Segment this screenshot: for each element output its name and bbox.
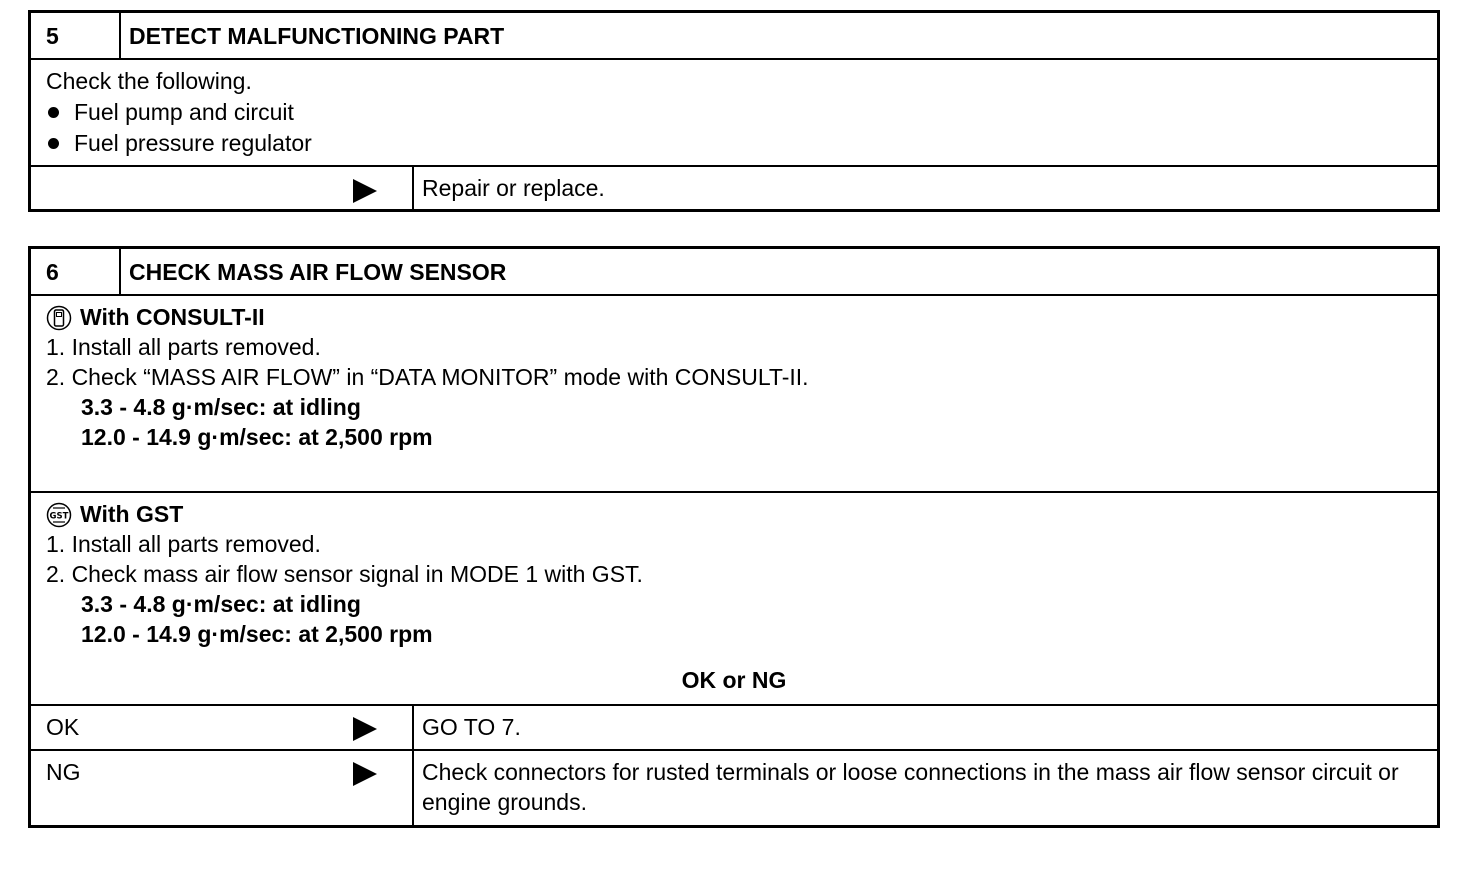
ng-result-row — [31, 751, 1437, 825]
gst-heading: With GST — [80, 501, 184, 527]
step-5-title: DETECT MALFUNCTIONING PART — [129, 23, 505, 49]
gst-heading-line — [46, 499, 183, 529]
consult-tool-icon — [46, 305, 72, 331]
gst-tool-icon — [46, 502, 72, 528]
step-5-header — [31, 13, 1437, 60]
gst-icon-text: GST — [49, 511, 69, 522]
consult-step-2: 2. Check “MASS AIR FLOW” in “DATA MONITOR” mode with CONSULT-II. — [46, 364, 809, 390]
step-5-number: 5 — [31, 13, 121, 58]
consult-step-1: 1. Install all parts removed. — [46, 334, 321, 360]
ok-result: GO TO 7. — [422, 714, 521, 740]
consult-heading: With CONSULT-II — [80, 304, 265, 330]
ng-result-left — [31, 751, 414, 825]
consult-spec-1: 3.3 - 4.8 g·m/sec: at idling — [81, 394, 361, 420]
consult-heading-line — [46, 302, 265, 332]
ok-result-row — [31, 706, 1437, 751]
bullet-icon — [48, 138, 59, 149]
ok-result-left — [31, 706, 414, 749]
bullet-icon — [48, 107, 59, 118]
step-5-bullet-1 — [46, 97, 294, 127]
step-5-table — [28, 10, 1440, 212]
bullet-text: Fuel pressure regulator — [74, 130, 312, 156]
arrow-right-icon — [353, 762, 377, 786]
step-5-intro: Check the following. — [46, 68, 252, 94]
consult-section — [31, 296, 1437, 493]
step-5-result-row — [31, 167, 1437, 209]
step-6-header — [31, 249, 1437, 296]
arrow-right-icon — [353, 179, 377, 203]
ng-result: Check connectors for rusted terminals or loose connections in the mass air flow sensor circuit or engine grounds. — [422, 759, 1399, 815]
gst-spec-1: 3.3 - 4.8 g·m/sec: at idling — [81, 591, 361, 617]
step-6-number: 6 — [31, 249, 121, 294]
bullet-text: Fuel pump and circuit — [74, 99, 294, 125]
gst-section — [31, 493, 1437, 706]
consult-spec-2: 12.0 - 14.9 g·m/sec: at 2,500 rpm — [81, 424, 433, 450]
ng-label: NG — [46, 759, 81, 785]
gst-spec-2: 12.0 - 14.9 g·m/sec: at 2,500 rpm — [81, 621, 433, 647]
gst-step-2: 2. Check mass air flow sensor signal in MODE 1 with GST. — [46, 561, 643, 587]
step-6-title: CHECK MASS AIR FLOW SENSOR — [129, 259, 507, 285]
step-5-body — [31, 60, 1437, 167]
step-5-result-left — [31, 167, 414, 209]
ok-label: OK — [46, 714, 80, 740]
step-5-result: Repair or replace. — [422, 175, 605, 201]
step-5-bullet-2 — [46, 128, 312, 158]
arrow-right-icon — [353, 717, 377, 741]
step-6-table — [28, 246, 1440, 828]
ok-or-ng-label: OK or NG — [681, 667, 787, 693]
gst-step-1: 1. Install all parts removed. — [46, 531, 321, 557]
